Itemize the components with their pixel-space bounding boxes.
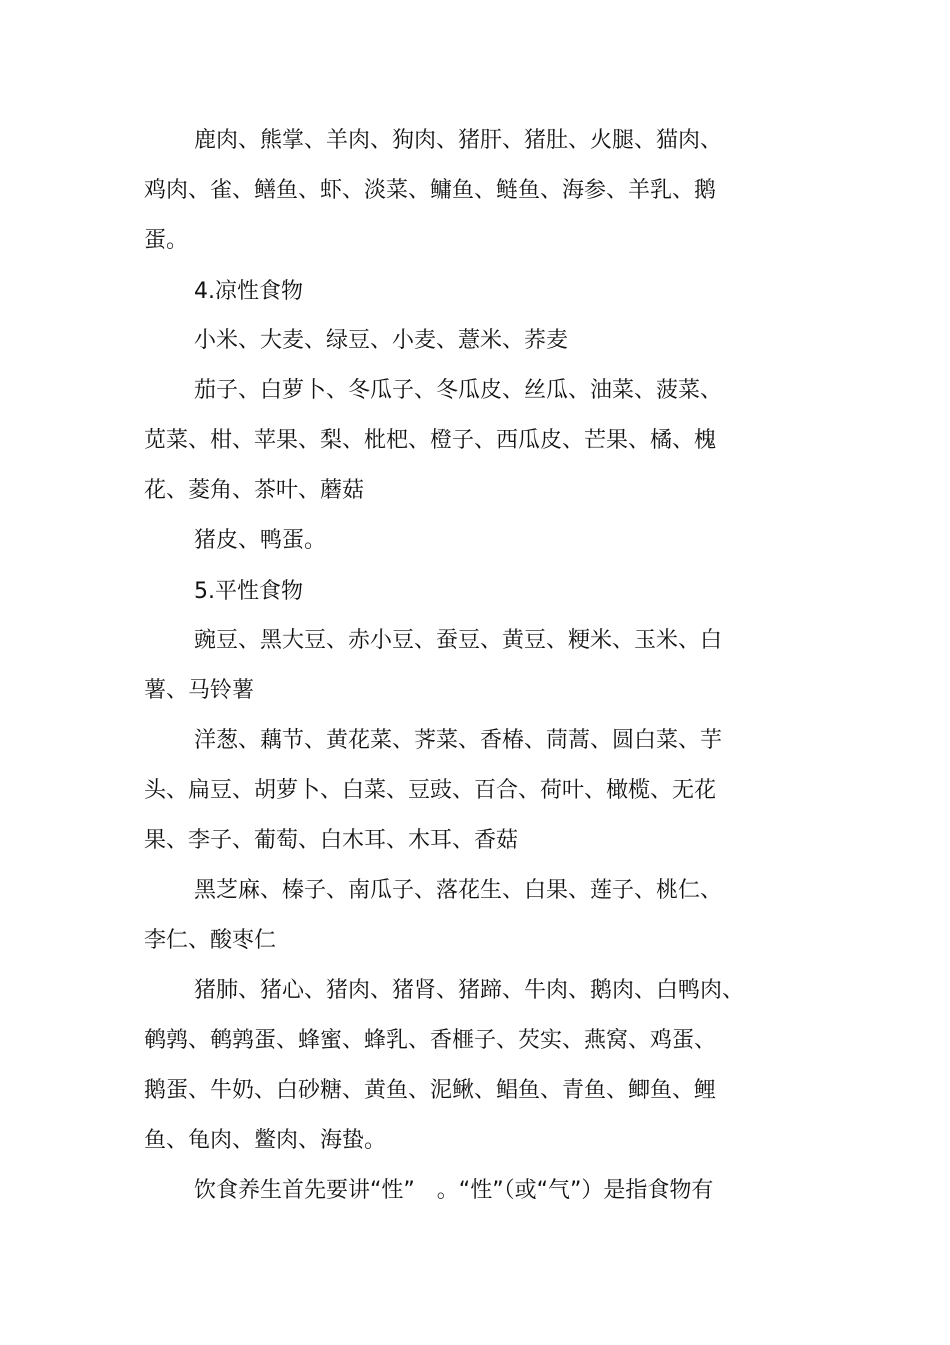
text-line: 薯、马铃薯: [144, 678, 255, 703]
text-line: 洋葱、藕节、黄花菜、荠菜、香椿、茼蒿、圆白菜、芋: [194, 728, 723, 753]
text-line: 头、扁豆、胡萝卜、白菜、豆豉、百合、荷叶、橄榄、无花: [144, 778, 717, 803]
text-line: 豌豆、黑大豆、赤小豆、蚕豆、黄豆、粳米、玉米、白: [194, 628, 723, 653]
text-line: 鹿肉、熊掌、羊肉、狗肉、猪肝、猪肚、火腿、猫肉、: [194, 128, 723, 153]
text-line: 黑芝麻、榛子、南瓜子、落花生、白果、莲子、桃仁、: [194, 878, 723, 903]
text-line: 鸡肉、雀、鳝鱼、虾、淡菜、鳙鱼、鲢鱼、海参、羊乳、鹅: [144, 178, 717, 203]
text-line: 花、菱角、茶叶、蘑菇: [144, 478, 365, 503]
text-line: 蛋。: [144, 228, 189, 253]
text-line: 果、李子、葡萄、白木耳、木耳、香菇: [144, 828, 519, 853]
text-line: 猪肺、猪心、猪肉、猪肾、猪蹄、牛肉、鹅肉、白鸭肉、: [194, 978, 745, 1003]
text-line: 鹌鹑、鹌鹑蛋、蜂蜜、蜂乳、香榧子、芡实、燕窝、鸡蛋、: [144, 1028, 717, 1053]
section-heading: 5.平性食物: [194, 579, 303, 604]
text-line: 饮食养生首先要讲“性” 。“性”（或“气”）是指食物有: [194, 1178, 714, 1203]
text-line: 鹅蛋、牛奶、白砂糖、黄鱼、泥鳅、鲳鱼、青鱼、鲫鱼、鲤: [144, 1078, 717, 1103]
text-line: 茄子、白萝卜、冬瓜子、冬瓜皮、丝瓜、油菜、菠菜、: [194, 378, 723, 403]
section-heading: 4.凉性食物: [194, 279, 303, 304]
text-line: 李仁、酸枣仁: [144, 928, 277, 953]
text-line: 鱼、龟肉、鳖肉、海蛰。: [144, 1128, 387, 1153]
text-line: 小米、大麦、绿豆、小麦、薏米、荞麦: [194, 328, 569, 353]
text-line: 苋菜、柑、苹果、梨、枇杷、橙子、西瓜皮、芒果、橘、槐: [144, 428, 717, 453]
text-line: 猪皮、鸭蛋。: [194, 528, 327, 553]
